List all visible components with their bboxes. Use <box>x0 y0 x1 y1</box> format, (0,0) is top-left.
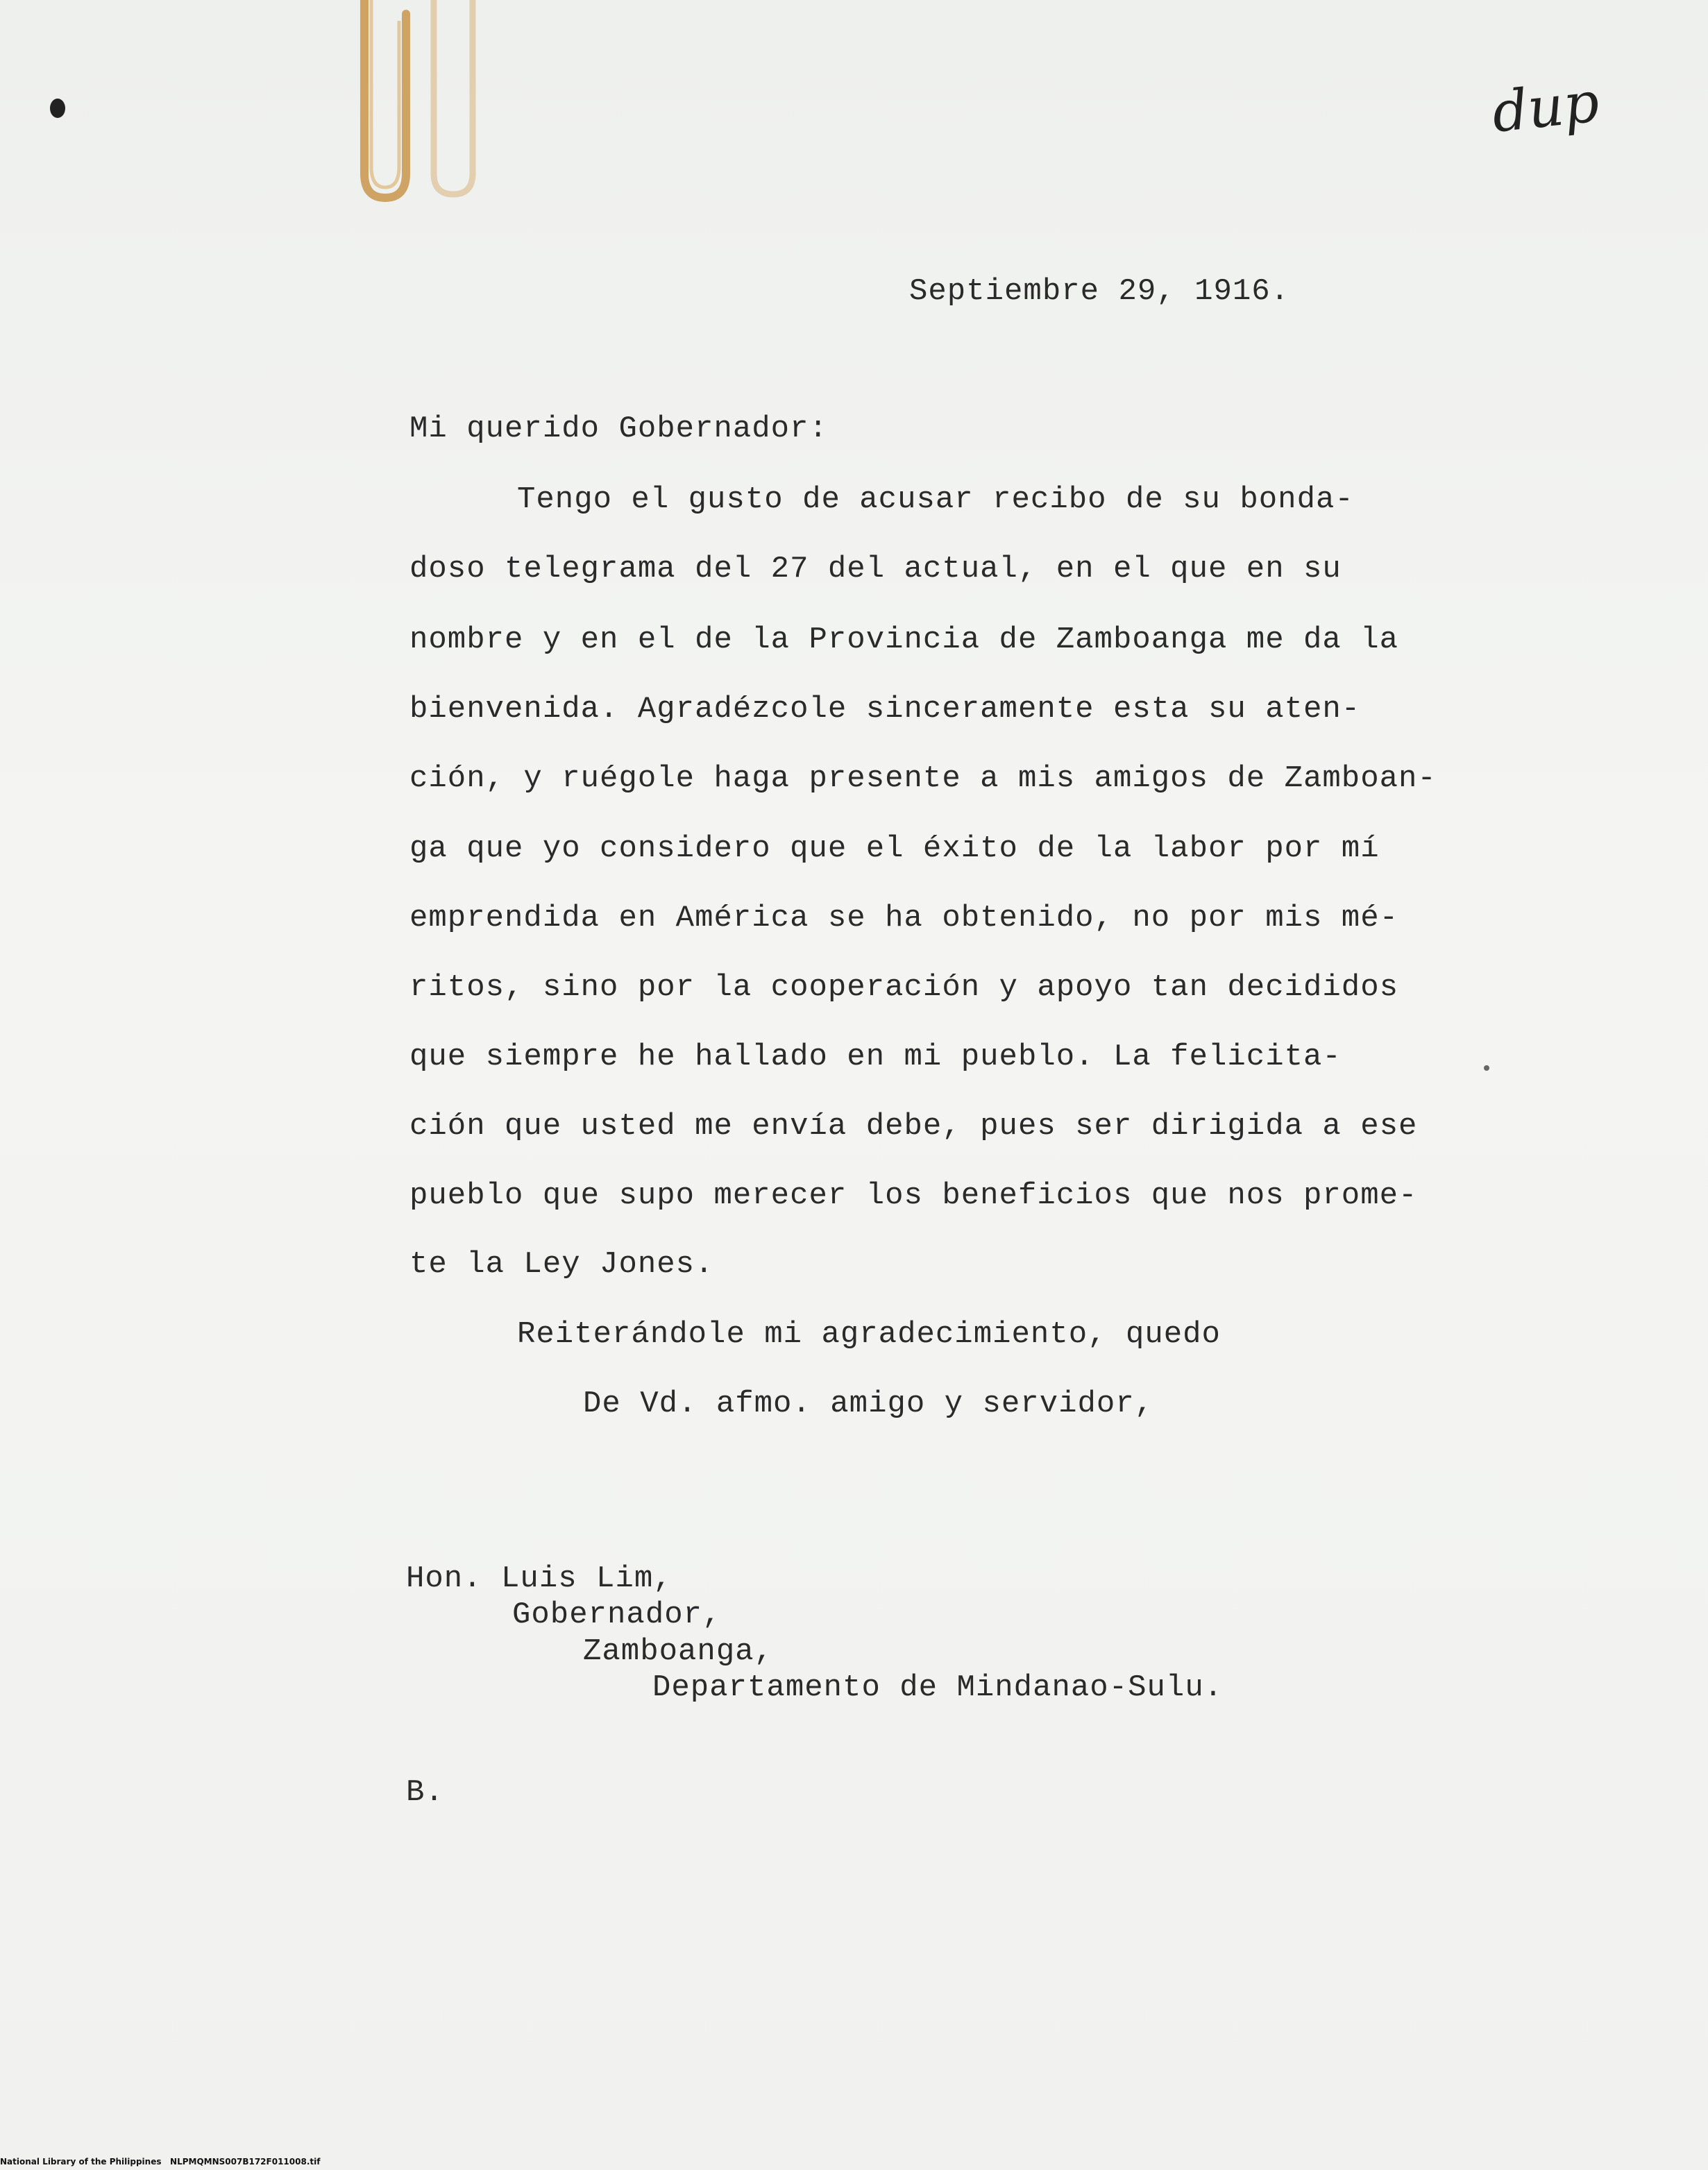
letter-date: Septiembre 29, 1916. <box>909 274 1290 309</box>
body-line: ga que yo considero que el éxito de la labor por mí <box>409 831 1380 866</box>
body-line: pueblo que supo merecer los beneficios que nos prome- <box>409 1178 1418 1213</box>
body-line: ritos, sino por la cooperación y apoyo tan decididos <box>409 970 1399 1005</box>
archive-footer <box>0 2157 320 2167</box>
dot-mark <box>1484 1065 1489 1071</box>
body-line: ción que usted me envía debe, pues ser dirigida a ese <box>409 1109 1418 1144</box>
body-line: emprendida en América se ha obtenido, no por mis mé- <box>409 901 1399 935</box>
closing-line: Reiterándole mi agradecimiento, quedo <box>517 1317 1221 1352</box>
handwritten-annotation: dup <box>1489 69 1603 145</box>
footer-source: National Library of the Philippines <box>0 2157 162 2167</box>
addressee-department: Departamento de Mindanao-Sulu. <box>652 1670 1224 1705</box>
body-line: Tengo el gusto de acusar recibo de su bonda- <box>517 482 1354 517</box>
body-line: que siempre he hallado en mi pueblo. La felicita- <box>409 1040 1342 1074</box>
addressee-title: Gobernador, <box>512 1597 722 1632</box>
addressee-name: Hon. Luis Lim, <box>406 1561 673 1596</box>
edge-mark <box>50 99 65 118</box>
addressee-city: Zamboanga, <box>583 1634 774 1669</box>
body-line: doso telegrama del 27 del actual, en el que en su <box>409 552 1342 586</box>
paper-clip-mark <box>350 0 489 208</box>
body-line: nombre y en el de la Provincia de Zamboanga me da la <box>409 622 1399 657</box>
body-line: te la Ley Jones. <box>409 1247 714 1282</box>
body-line: ción, y ruégole haga presente a mis amigos de Zamboan- <box>409 761 1437 796</box>
footer-file-id: NLPMQMNS007B172F011008.tif <box>170 2157 321 2167</box>
signoff-line: De Vd. afmo. amigo y servidor, <box>583 1387 1154 1421</box>
body-line: bienvenida. Agradézcole sinceramente esta su aten- <box>409 692 1361 727</box>
typist-initials: B. <box>406 1775 444 1810</box>
salutation: Mi querido Gobernador: <box>409 412 828 446</box>
